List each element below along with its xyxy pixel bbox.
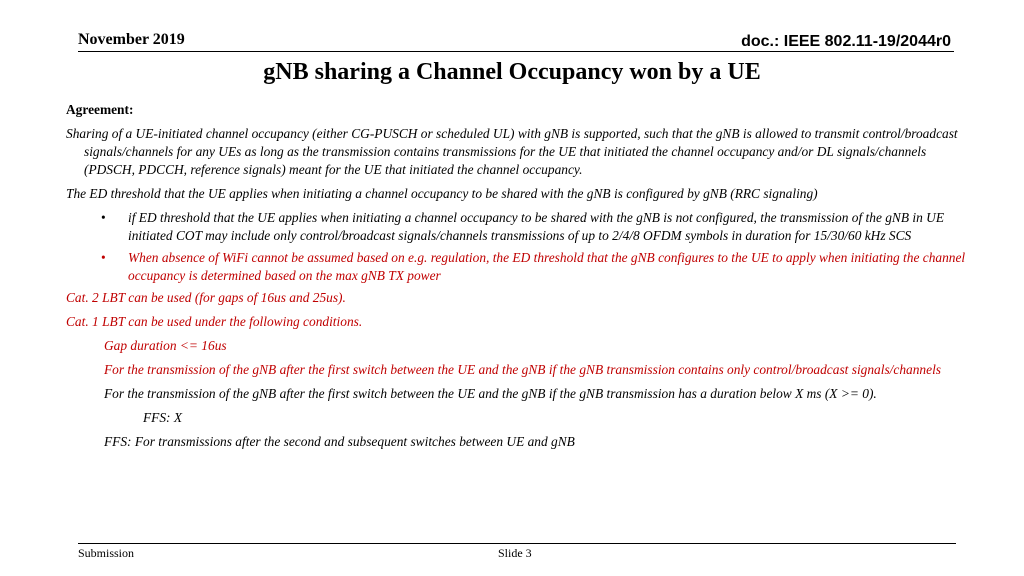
ffs-x: FFS: X — [143, 410, 183, 425]
condition-duration-below-x: For the transmission of the gNB after the first switch between the UE and the gNB if the gNB transmission has a duration below X ms (X >= 0). — [104, 386, 877, 401]
agreement-paragraph-ed-threshold: The ED threshold that the UE applies when initiating a channel occupancy to be shared with the gNB is configured by gNB (RRC signaling) — [66, 186, 818, 201]
bullet-item — [66, 209, 976, 245]
slide-title: gNB sharing a Channel Occupancy won by a UE — [263, 59, 761, 85]
footer-slide-number: Slide 3 — [498, 546, 532, 560]
header-doc-id: doc.: IEEE 802.11-19/2044r0 — [741, 33, 951, 50]
bullet-text: if ED threshold that the UE applies when initiating a channel occupancy to be shared with the gNB is not configured, the transmission of the gNB in UE initiated COT may include only control/broadcast signals/channels transmissions of up to 2/4/8 OFDM symbols in duration for 15/30/60 kHz SCS — [128, 210, 945, 243]
condition-gap-duration: Gap duration <= 16us — [104, 338, 227, 353]
footer-divider — [78, 543, 956, 544]
footer-submission: Submission — [78, 546, 135, 560]
cat2-lbt-line: Cat. 2 LBT can be used (for gaps of 16us and 25us). — [66, 290, 346, 305]
bullet-text: When absence of WiFi cannot be assumed based on e.g. regulation, the ED threshold that the gNB configures to the UE to apply when initiating the channel occupancy is determined based on the max gNB TX power — [128, 250, 966, 283]
bullet-item — [66, 249, 976, 285]
agreement-label: Agreement: — [66, 102, 134, 117]
condition-control-broadcast: For the transmission of the gNB after the first switch between the UE and the gNB if the gNB transmission contains only control/broadcast signals/channels — [104, 362, 941, 377]
header-date: November 2019 — [78, 31, 185, 48]
slide-body — [66, 101, 976, 457]
header-divider — [78, 51, 954, 52]
bullet-glyph: • — [101, 210, 106, 225]
bullet-glyph: • — [101, 250, 106, 265]
cat1-lbt-line: Cat. 1 LBT can be used under the following conditions. — [66, 314, 363, 329]
ffs-subsequent-switches: FFS: For transmissions after the second and subsequent switches between UE and gNB — [104, 434, 575, 449]
agreement-paragraph-sharing: Sharing of a UE-initiated channel occupancy (either CG-PUSCH or scheduled UL) with gNB is supported, such that the gNB is allowed to transmit control/broadcast signals/channels for any UEs as long as the transmission contains transmissions for the UE that initiated the channel occupancy and/or DL signals/channels (PDSCH, PDCCH, reference signals) meant for the UE that initiated the channel occupancy. — [66, 126, 958, 177]
